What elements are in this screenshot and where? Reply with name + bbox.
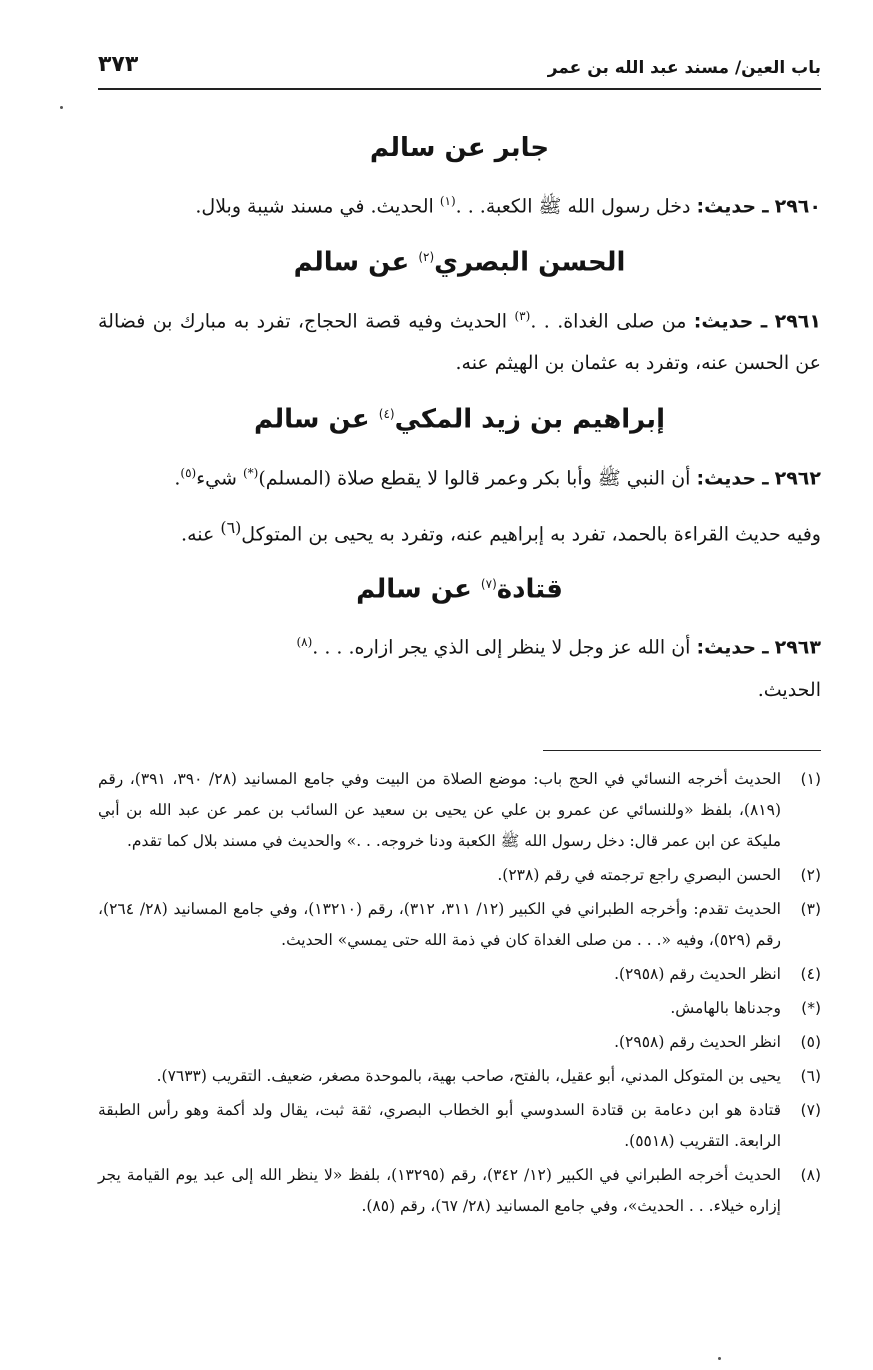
hadith-rest: الحديث. <box>757 678 821 701</box>
hadith-entry <box>98 621 821 710</box>
hadith-number: ٢٩٦٣ <box>774 636 821 659</box>
footnote-marker: (٣) <box>514 308 531 323</box>
hadith-text: أن النبي ﷺ وأبا بكر وعمر قالوا لا يقطع صلاة (المسلم) <box>258 467 691 490</box>
hadith-text: دخل رسول الله ﷺ الكعبة. . . <box>455 195 691 218</box>
section-title-rest: عن سالم <box>293 247 410 278</box>
footnote-marker: (٥) <box>180 465 197 480</box>
footnote-number: (٨) <box>800 1166 821 1184</box>
hadith-number: ٢٩٦١ <box>774 310 821 333</box>
scan-speck <box>718 1357 721 1360</box>
commentary-rest: عنه. <box>181 523 215 546</box>
footnote-text: الحديث أخرجه الطبراني في الكبير (١٢/ ٣٤٢)، رقم (١٣٢٩٥)، بلفظ «لا ينظر الله إلى عبد يوم القيامة يجر إزاره خيلاء. . . الحديث»، وفي جامع المسانيد (٢٨/ ٦٧)، رقم (٨٥). <box>98 1166 781 1215</box>
footnote-number: (٥) <box>800 1033 821 1051</box>
footnote-text: قتادة هو ابن دعامة بن قتادة السدوسي أبو الخطاب البصري، ثقة ثبت، يقال ولد أكمة وهو رأس الطبقة الرابعة. التقريب (٥٥١٨). <box>98 1101 781 1150</box>
section-title-text: الحسن البصري <box>434 247 626 278</box>
footnote-separator <box>543 750 821 751</box>
hadith-keyword: حديث: <box>696 636 757 659</box>
running-header <box>98 52 821 92</box>
section-title-text: قتادة <box>496 574 563 605</box>
footnote-text: انظر الحديث رقم (٢٩٥٨). <box>614 1033 781 1051</box>
hadith-number: ٢٩٦٢ <box>774 467 821 490</box>
hadith-text: من صلى الغداة. . . <box>530 310 687 333</box>
hadith-entry <box>98 295 821 384</box>
hadith-text: أن الله عز وجل لا ينظر إلى الذي يجر ازاره. . . . <box>312 636 691 659</box>
hadith-entry <box>98 452 821 499</box>
footnote <box>98 860 821 891</box>
footnote-text: الحسن البصري راجع ترجمته في رقم (٢٣٨). <box>497 866 781 884</box>
hadith-rest: شيء <box>196 467 237 490</box>
commentary-text: وفيه حديث القراءة بالحمد، تفرد به إبراهيم عنه، وتفرد به يحيى بن المتوكل <box>241 523 821 546</box>
footnote-marker: (*) <box>242 465 259 480</box>
footnote-number: (١) <box>800 770 821 788</box>
running-title: باب العين/ مسند عبد الله بن عمر <box>540 58 821 78</box>
footnotes <box>98 764 821 1225</box>
section-title-rest: عن سالم <box>254 404 370 435</box>
footnote-text: يحيى بن المتوكل المدني، أبو عقيل، بالفتح، صاحب بهية، بالموحدة مصغر، ضعيف. التقريب (٧٦٣٣). <box>156 1067 781 1085</box>
hadith-keyword: حديث: <box>696 467 757 490</box>
hadith-keyword: حديث: <box>696 195 757 218</box>
footnote <box>98 1061 821 1092</box>
hadith-rest: الحديث وفيه قصة الحجاج، تفرد به مبارك بن فضالة عن الحسن عنه، وتفرد به عثمان بن الهيثم عنه. <box>98 310 821 375</box>
footnote <box>98 764 821 857</box>
hadith-commentary <box>98 507 821 555</box>
footnote-number: (٤) <box>800 965 821 983</box>
section-title <box>98 392 821 442</box>
footnote-marker: (٧) <box>480 576 497 591</box>
footnote-number: (*) <box>801 999 821 1017</box>
footnote-marker: (٦) <box>220 518 242 538</box>
footnote-marker: (١) <box>439 194 456 208</box>
section-title <box>98 235 821 285</box>
footnote-marker: (٤) <box>378 407 395 422</box>
scan-speck <box>60 106 63 109</box>
section-title-text: جابر عن سالم <box>369 133 550 163</box>
footnote-text: انظر الحديث رقم (٢٩٥٨). <box>614 965 781 983</box>
footnote <box>98 1027 821 1058</box>
main-text <box>98 120 821 719</box>
hadith-number: ٢٩٦٠ <box>774 195 821 218</box>
header-rule <box>98 88 821 90</box>
hadith-dash: ـ <box>762 195 769 218</box>
hadith-end: . <box>174 467 181 490</box>
footnote-text: الحديث أخرجه النسائي في الحج باب: موضع الصلاة من البيت وفي جامع المسانيد (٢٨/ ٣٩٠، ٣٩١)، رقم (٨١٩)، بلفظ «وللنسائي عن عمرو بن علي عن يحيى بن سعيد عن السائب بن عمر عن عبد الله بن أبي مليكة عن ابن عمر قال: دخل رسول الله ﷺ الكعبة ودنا خروجه. . .» والحديث في مسند بلال كما تقدم. <box>98 770 782 850</box>
section-title <box>98 126 821 170</box>
footnote-number: (٢) <box>800 866 821 884</box>
footnote-marker: (٢) <box>418 250 435 265</box>
footnote-number: (٣) <box>800 900 821 918</box>
footnote-marker: (٨) <box>296 635 313 650</box>
hadith-dash: ـ <box>760 310 768 333</box>
hadith-rest: الحديث. في مسند شيبة وبلال. <box>195 195 434 218</box>
footnote <box>98 1160 821 1222</box>
hadith-dash: ـ <box>762 636 769 659</box>
footnote <box>98 993 821 1024</box>
section-title-text: إبراهيم بن زيد المكي <box>394 404 665 435</box>
page-number: ٣٧٣ <box>98 52 144 77</box>
footnote <box>98 1095 821 1157</box>
section-title-rest: عن سالم <box>356 574 472 605</box>
footnote-text: الحديث تقدم: وأخرجه الطبراني في الكبير (١٢/ ٣١١، ٣١٢)، رقم (١٣٢١٠)، وفي جامع المسانيد (٢٨/ ٢٦٤)، رقم (٥٢٩)، وفيه «. . . من صلى الغداة كان في ذمة الله حتى يمسي» الحديث. <box>98 900 781 949</box>
footnote-number: (٧) <box>800 1101 821 1119</box>
section-title <box>98 562 821 612</box>
hadith-entry <box>98 180 821 227</box>
footnote-number: (٦) <box>800 1067 821 1085</box>
footnote <box>98 894 821 956</box>
footnote <box>98 959 821 990</box>
hadith-dash: ـ <box>762 467 769 490</box>
footnote-text: وجدناها بالهامش. <box>670 999 781 1017</box>
hadith-keyword: حديث: <box>693 310 754 333</box>
